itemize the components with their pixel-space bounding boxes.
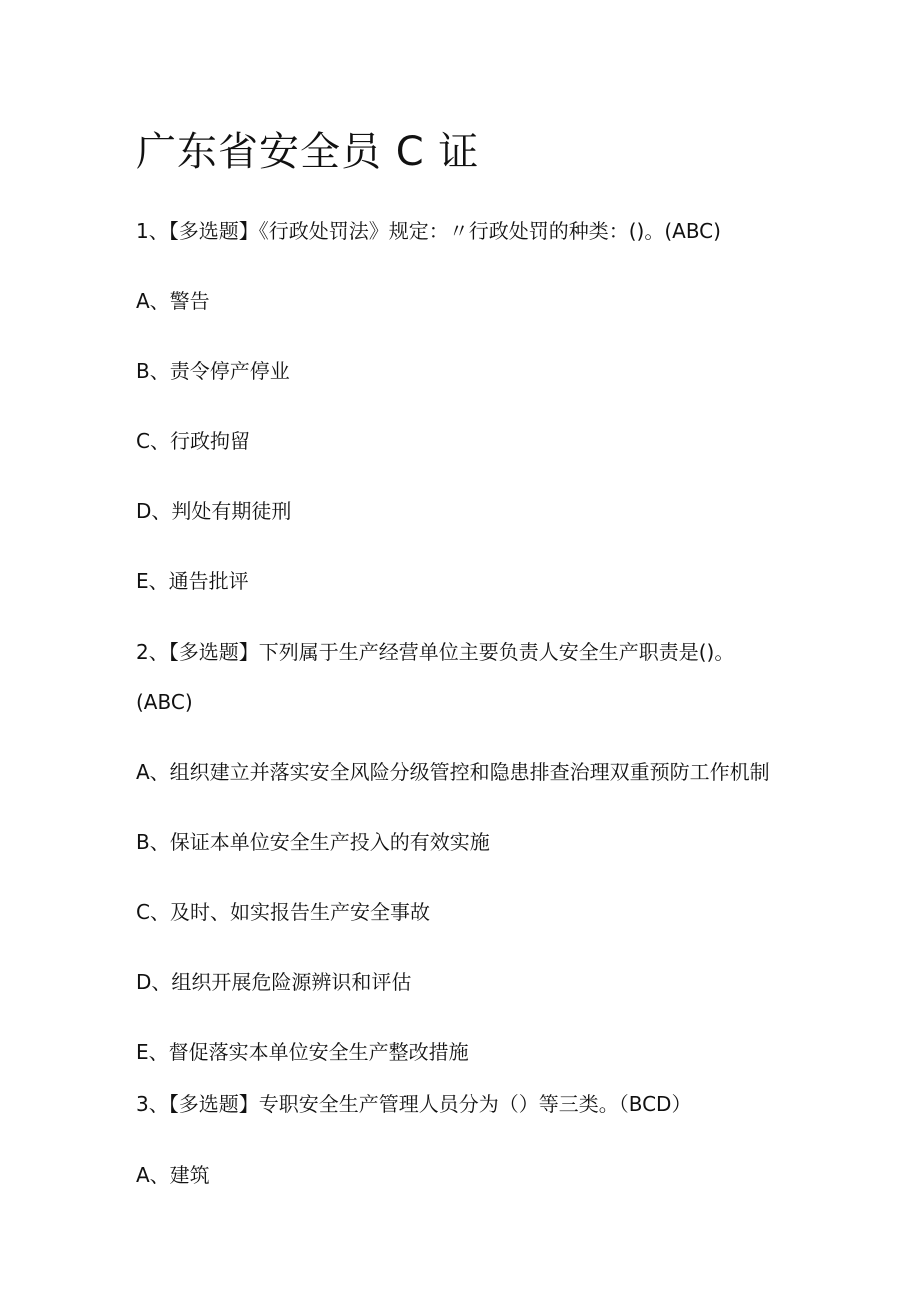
document-title: 广东省安全员 C 证: [136, 129, 480, 175]
question-3-stem: 3、【多选题】专职安全生产管理人员分为（）等三类。（BCD）: [136, 1092, 692, 1116]
question-1-option-d: D、判处有期徒刑: [136, 499, 292, 523]
question-1-option-b: B、责令停产停业: [136, 359, 290, 383]
question-1-stem: 1、【多选题】《行政处罚法》规定：〃行政处罚的种类：()。(ABC): [136, 219, 721, 243]
question-2-option-a: A、组织建立并落实安全风险分级管控和隐患排查治理双重预防工作机制: [136, 760, 770, 784]
question-1-option-a: A、警告: [136, 289, 210, 313]
question-1-option-e: E、通告批评: [136, 569, 249, 593]
question-2-option-e: E、督促落实本单位安全生产整改措施: [136, 1040, 469, 1064]
question-2-option-b: B、保证本单位安全生产投入的有效实施: [136, 830, 490, 854]
question-2-option-c: C、及时、如实报告生产安全事故: [136, 900, 430, 924]
question-3-option-a: A、建筑: [136, 1163, 210, 1187]
question-1-option-c: C、行政拘留: [136, 429, 250, 453]
question-2-stem: 2、【多选题】下列属于生产经营单位主要负责人安全生产职责是()。: [136, 640, 735, 664]
question-2-option-d: D、组织开展危险源辨识和评估: [136, 970, 412, 994]
question-2-stem-continuation: (ABC): [136, 690, 193, 714]
